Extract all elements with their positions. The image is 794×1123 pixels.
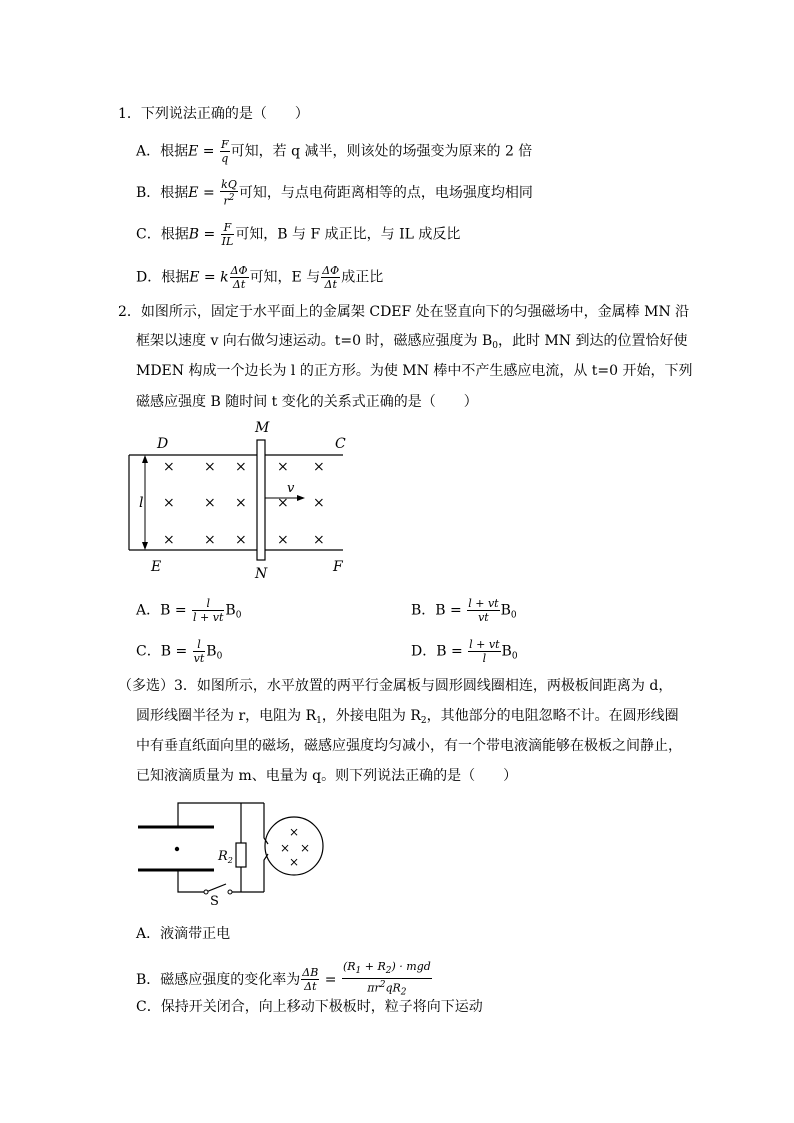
fraction: $\frac{kQ}{r^2}$ <box>221 178 237 208</box>
fraction: $\frac{l}{l + vt}$ <box>193 597 224 624</box>
fraction: $\frac{l + vt}{vt}$ <box>468 597 499 624</box>
fraction: $\frac{(R_1 + R_2) \cdot mgd}{\pi r^2qR_2}$ <box>342 960 431 998</box>
switch-contact <box>228 890 232 894</box>
q2-option-b: B．B = $\frac{l + vt}{vt}$ $B_0$ <box>411 597 517 624</box>
q3-option-c: C．保持开关闭合，向上移动下极板时，粒子将向下运动 <box>136 999 483 1015</box>
field-cross: × <box>289 825 300 839</box>
field-cross: × <box>313 532 325 548</box>
fraction: $\frac{F}{IL}$ <box>221 221 234 248</box>
arrow-right-icon <box>297 495 305 501</box>
arrow-up-icon <box>142 455 148 463</box>
field-cross: × <box>235 459 247 475</box>
label-n: N <box>255 566 268 582</box>
rod-mn <box>257 440 265 560</box>
fraction: $\frac{F}{q}$ <box>221 138 229 165</box>
q2-line-3: MDEN 构成一个边长为 l 的正方形。为使 MN 棒中不产生感应电流，从 t=0 开始，下列 <box>136 363 693 379</box>
fraction: $\frac{l}{vt}$ <box>193 638 205 665</box>
droplet <box>175 847 179 851</box>
q1-stem: 1．下列说法正确的是（ ） <box>118 106 309 122</box>
q1-option-c: C．根据B = $\frac{F}{IL}$ 可知，B 与 F 成正比，与 IL 成反比 <box>136 221 461 248</box>
field-cross: × <box>280 841 291 855</box>
field-cross: × <box>289 855 300 869</box>
wire-top <box>178 803 264 827</box>
label-f: F <box>333 559 343 575</box>
fraction: $\frac{\Delta\Phi}{\Delta t}$ <box>322 264 340 291</box>
arrow-down-icon <box>142 542 148 550</box>
field-cross: × <box>235 495 247 511</box>
resistor-r2 <box>236 843 246 867</box>
label-e: E <box>151 559 162 575</box>
wire-bottom-left <box>178 870 206 892</box>
q2-line-1: 2．如图所示，固定于水平面上的金属架 CDEF 处在竖直向下的匀强磁场中，金属棒 MN 沿 <box>118 304 690 320</box>
field-cross: × <box>313 459 325 475</box>
label-d: D <box>157 436 169 452</box>
switch-pivot <box>204 890 208 894</box>
field-cross: × <box>277 532 289 548</box>
field-cross: × <box>277 495 289 511</box>
field-cross: × <box>300 841 311 855</box>
coil-lead-bottom <box>264 854 268 892</box>
field-cross: × <box>313 495 325 511</box>
q3-line-3: 中有垂直纸面向里的磁场，磁感应强度均匀减小，有一个带电液滴能够在极板之间静止， <box>136 738 682 754</box>
field-cross: × <box>204 495 216 511</box>
q3-option-a: A．液滴带正电 <box>136 926 231 942</box>
field-cross: × <box>235 532 247 548</box>
q3-line-2: 圆形线圈半径为 r，电阻为 $R_1$，外接电阻为 $R_2$，其他部分的电阻忽略不计。在圆形线圈 <box>136 708 679 726</box>
q2-option-d: D．B = $\frac{l + vt}{l}$ $B_0$ <box>411 638 518 665</box>
label-r2: $R_2$ <box>218 849 233 865</box>
fraction: $\frac{\Delta B}{\Delta t}$ <box>302 966 319 994</box>
q3-line-1: （多选）3．如图所示，水平放置的两平行金属板与圆形圆线圈相连，两极板间距离为 d， <box>118 678 673 694</box>
label-m: M <box>255 420 270 436</box>
q2-option-a: A．B = $\frac{l}{l + vt}$ $B_0$ <box>136 597 242 624</box>
q3-line-4: 已知液滴质量为 m、电量为 q。则下列说法正确的是（ ） <box>136 768 518 784</box>
q1-option-d: D．根据E = k $\frac{\Delta\Phi}{\Delta t}$ 可知，E 与 $\frac{\Delta\Phi}{\Delta t}$ 成正比 <box>136 264 384 291</box>
label-l: l <box>139 495 144 511</box>
q2-line-2: 框架以速度 v 向右做匀速运动。t=0 时，磁感应强度为 $B_0$，此时 MN 到达的位置恰好使 <box>136 333 688 351</box>
label-v: v <box>287 481 295 496</box>
field-cross: × <box>163 495 175 511</box>
switch-lever <box>206 884 226 892</box>
q2-option-c: C．B = $\frac{l}{vt}$ $B_0$ <box>136 638 223 665</box>
fraction: $\frac{l + vt}{l}$ <box>469 638 500 665</box>
q3-figure <box>134 800 334 908</box>
q1-option-a: A．根据E = $\frac{F}{q}$ 可知，若 q 减半，则该处的场强变为原来的 2 倍 <box>136 138 533 165</box>
fraction: $\frac{\Delta\Phi}{\Delta t}$ <box>230 264 248 291</box>
field-cross: × <box>204 532 216 548</box>
label-s: S <box>210 894 219 908</box>
q3-option-b: B．磁感应强度的变化率为 $\frac{\Delta B}{\Delta t}$ = $\frac{(R_1 + R_2) \cdot mgd}{\pi r^2qR_2}$ <box>136 960 431 998</box>
field-cross: × <box>163 459 175 475</box>
field-cross: × <box>204 459 216 475</box>
field-cross: × <box>163 532 175 548</box>
q1-option-b: B．根据E = $\frac{kQ}{r^2}$ 可知，与点电荷距离相等的点，电场强度均相同 <box>136 178 533 208</box>
q2-figure <box>125 418 355 583</box>
q2-line-4: 磁感应强度 B 随时间 t 变化的关系式正确的是（ ） <box>136 394 478 410</box>
field-cross: × <box>277 459 289 475</box>
label-c: C <box>335 436 346 452</box>
